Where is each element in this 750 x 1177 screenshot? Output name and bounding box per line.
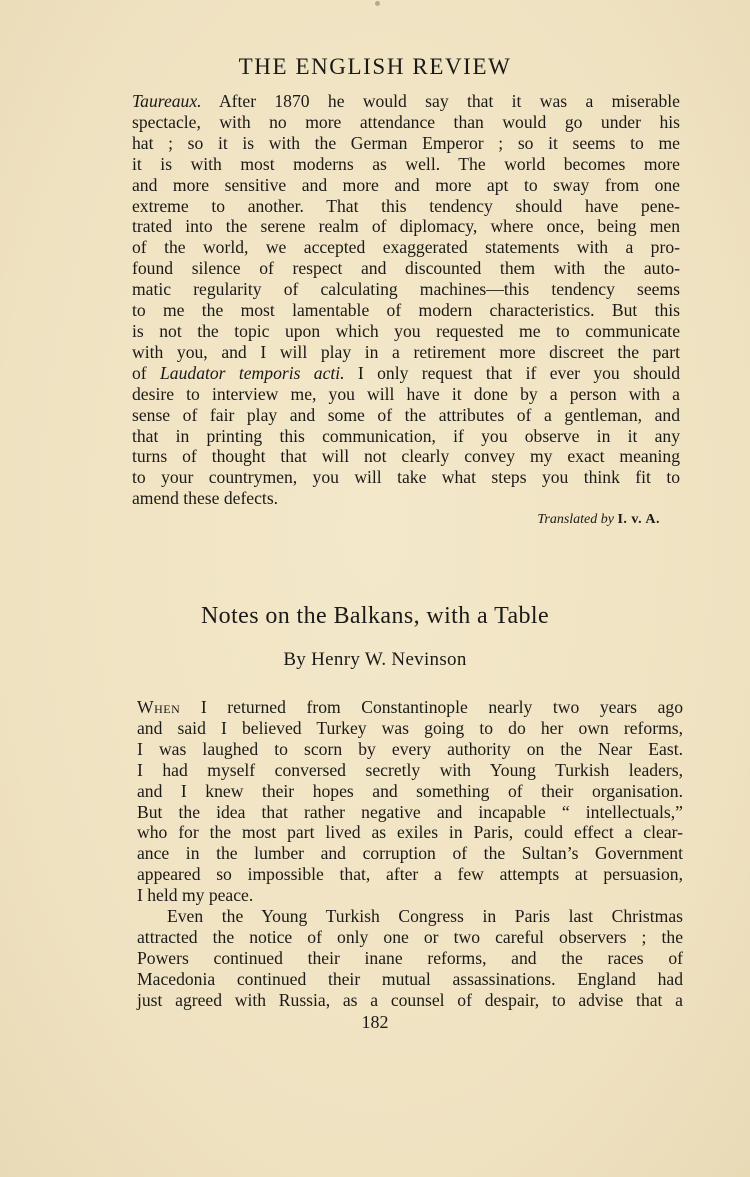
paper-speck	[375, 1, 380, 6]
text-line: sense of fair play and some of the attributes of a gentleman, and	[132, 404, 680, 425]
text-line	[132, 363, 680, 384]
text-line: just agreed with Russia, as a counsel of despair, to advise that a	[137, 989, 683, 1010]
text-line: is not the topic upon which you requested me to communicate	[132, 320, 680, 341]
page-number: 182	[361, 1012, 389, 1032]
previous-article-text	[132, 91, 680, 509]
text-line: hat ; so it is with the German Emperor ; so it seems to me	[132, 132, 680, 153]
text-line: I had myself conversed secretly with Young Turkish leaders,	[137, 759, 683, 780]
article-title: Notes on the Balkans, with a Table	[200, 603, 550, 629]
line-text: I only request that if ever you should	[344, 362, 680, 383]
text-line: matic regularity of calculating machines—this tendency seems	[132, 279, 680, 300]
text-line: and more sensitive and more and more apt to sway from one	[132, 174, 680, 195]
text-line: But the idea that rather negative and incapable “ intellectuals,”	[137, 801, 683, 822]
italic-word: Taureaux.	[132, 91, 202, 111]
text-line: desire to interview me, you will have it done by a person with a	[132, 383, 680, 404]
text-line: amend these defects.	[132, 488, 279, 509]
credit-signature: I. v. A.	[617, 512, 660, 527]
text-line: that in printing this communication, if you observe in it any	[132, 425, 680, 446]
running-head: THE ENGLISH REVIEW	[238, 54, 512, 79]
text-line	[132, 91, 680, 112]
line-text: After 1870 he would say that it was a miserable	[201, 91, 680, 111]
text-line: attracted the notice of only one or two careful observers ; the	[137, 926, 683, 947]
text-line: found silence of respect and discounted them with the auto-	[132, 258, 680, 279]
text-line	[137, 697, 683, 718]
text-line: it is with most moderns as well. The world becomes more	[132, 153, 680, 174]
article-byline: By Henry W. Nevinson	[283, 649, 467, 670]
translator-credit	[537, 512, 660, 528]
text-line: Macedonia continued their mutual assassinations. England had	[137, 968, 683, 989]
text-line: of the world, we accepted exaggerated statements with a pro-	[132, 237, 680, 258]
credit-label: Translated by	[537, 512, 614, 527]
text-line: to your countrymen, you will take what steps you think fit to	[132, 467, 680, 488]
text-line: Even the Young Turkish Congress in Paris last Christmas	[167, 906, 683, 927]
text-line: extreme to another. That this tendency should have pene-	[132, 195, 680, 216]
article-body	[137, 697, 683, 1011]
text-line: who for the most part lived as exiles in Paris, could effect a clear-	[137, 822, 683, 843]
italic-phrase: Laudator temporis acti.	[160, 362, 345, 383]
lead-word: When	[137, 697, 181, 717]
text-line: appeared so impossible that, after a few attempts at persuasion,	[137, 864, 683, 885]
text-line: with you, and I will play in a retirement more discreet the part	[132, 341, 680, 362]
text-line: spectacle, with no more attendance than would go under his	[132, 111, 680, 132]
text-line: to me the most lamentable of modern characteristics. But this	[132, 300, 680, 321]
line-text: of	[132, 362, 161, 383]
text-line: trated into the serene realm of diplomacy, where once, being men	[132, 216, 680, 237]
text-line: I was laughed to scorn by every authority on the Near East.	[137, 738, 683, 759]
text-line: turns of thought that will not clearly convey my exact meaning	[132, 446, 680, 467]
text-line: Powers continued their inane reforms, and the races of	[137, 947, 683, 968]
text-line: ance in the lumber and corruption of the Sultan’s Government	[137, 843, 683, 864]
line-text: I returned from Constantinople nearly two years ago	[180, 697, 683, 717]
text-line: and I knew their hopes and something of their organisation.	[137, 780, 683, 801]
text-line: and said I believed Turkey was going to do her own reforms,	[137, 717, 683, 738]
text-line: I held my peace.	[137, 885, 254, 906]
